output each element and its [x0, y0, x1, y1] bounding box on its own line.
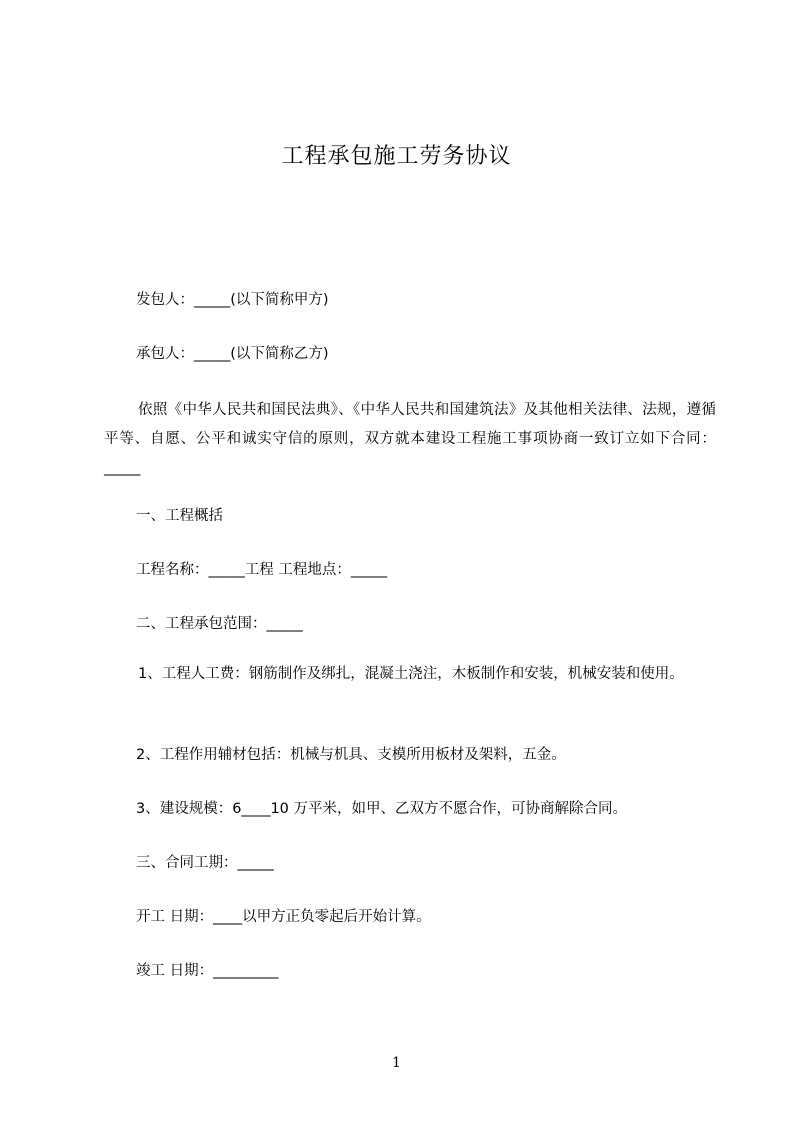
project-name-location-line: 工程名称：_____工程 工程地点：_____: [136, 562, 388, 578]
scope-item-2: 2、工程作用辅材包括：机械与机具、支模所用板材及架料，五金。: [136, 747, 566, 763]
page-number: 1: [392, 1055, 401, 1071]
party-b-line: 承包人：_____(以下简称乙方): [136, 346, 329, 362]
start-date-line: 开工 日期：____以甲方正负零起后开始计算。: [136, 909, 431, 925]
scope-item-3: 3、建设规模：6____10 万平米，如甲、乙双方不愿合作，可协商解除合同。: [136, 801, 628, 817]
completion-date-line: 竣工 日期：_________: [136, 963, 279, 979]
section-3-heading: 三、合同工期：_____: [136, 855, 274, 871]
party-a-line: 发包人：_____(以下简称甲方): [136, 292, 329, 308]
scope-item-1: 1、工程人工费：钢筋制作及绑扎，混凝土浇注，木板制作和安装，机械安装和使用。: [138, 666, 684, 682]
preamble-paragraph: 依照《中华人民共和国民法典》、《中华人民共和国建筑法》及其他相关法律、法规，遵循平等、自愿、公平和诚实守信的原则，双方就本建设工程施工事项协商一致订立如下合同：_____: [104, 402, 716, 476]
section-1-heading: 一、工程概括: [136, 508, 223, 524]
document-title: 工程承包施工劳务协议: [281, 144, 512, 169]
section-2-heading: 二、工程承包范围：_____: [136, 616, 303, 632]
